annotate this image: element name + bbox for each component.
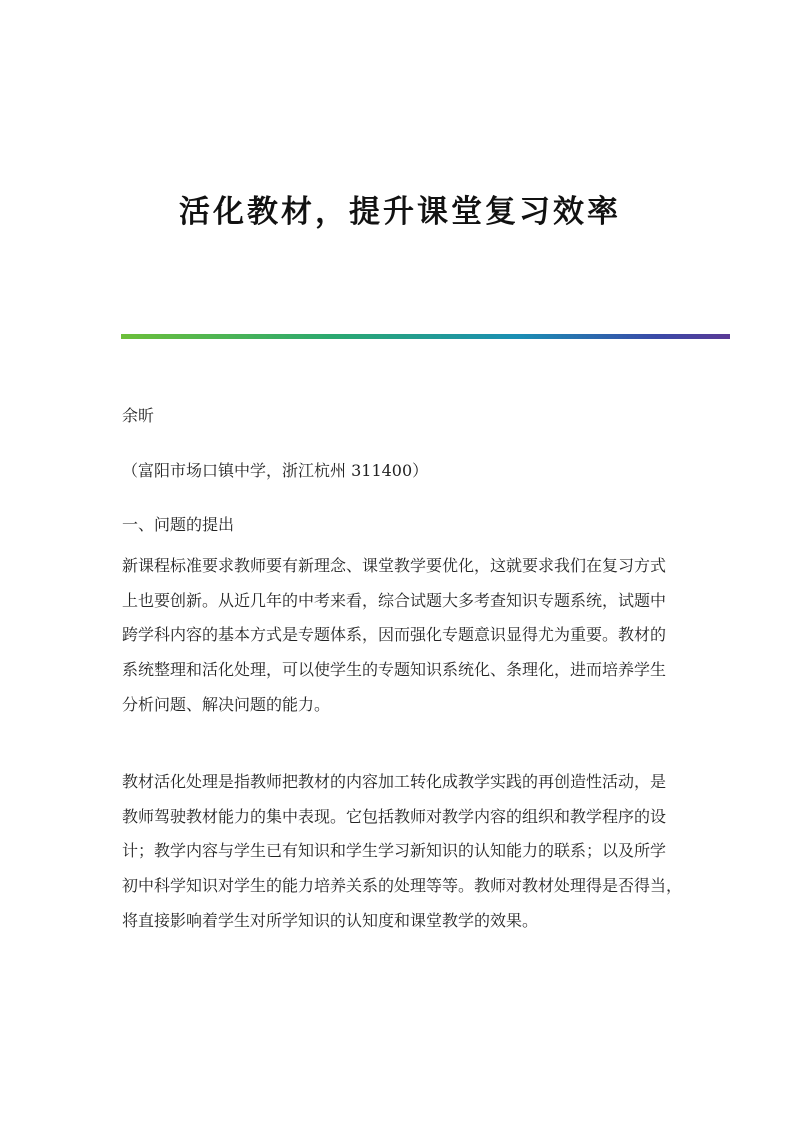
paragraph-line: 分析问题、解决问题的能力。 [122, 694, 331, 714]
author-name: 余昕 [122, 406, 155, 425]
paragraph-1 [122, 549, 682, 723]
title-divider [121, 334, 730, 339]
document-title: 活化教材，提升课堂复习效率 [179, 194, 621, 230]
paragraph-line: 教材活化处理是指教师把教材的内容加工转化成教学实践的再创造性活动，是 [122, 772, 667, 791]
paragraph-line: 计；教学内容与学生已有知识和学生学习新知识的认知能力的联系；以及所学 [122, 841, 667, 861]
paragraph-line: 新课程标准要求教师要有新理念、课堂教学要优化，这就要求我们在复习方式 [122, 556, 667, 575]
paragraph-line: 跨学科内容的基本方式是专题体系，因而强化专题意识显得尤为重要。教材的 [122, 625, 667, 645]
author-affiliation: （富阳市场口镇中学，浙江杭州 311400） [122, 461, 429, 480]
section-heading: 一、问题的提出 [122, 515, 235, 534]
paragraph-line: 上也要创新。从近几年的中考来看，综合试题大多考查知识专题系统，试题中 [122, 590, 667, 610]
paragraph-line: 教师驾驶教材能力的集中表现。它包括教师对教学内容的组织和教学程序的设 [122, 806, 667, 826]
paragraph-line: 初中科学知识对学生的能力培养关系的处理等等。教师对教材处理得是否得当， [122, 876, 683, 896]
paragraph-2 [122, 765, 682, 939]
paragraph-line: 系统整理和活化处理，可以使学生的专题知识系统化、条理化，进而培养学生 [122, 660, 667, 680]
paragraph-line: 将直接影响着学生对所学知识的认知度和课堂教学的效果。 [122, 910, 539, 930]
